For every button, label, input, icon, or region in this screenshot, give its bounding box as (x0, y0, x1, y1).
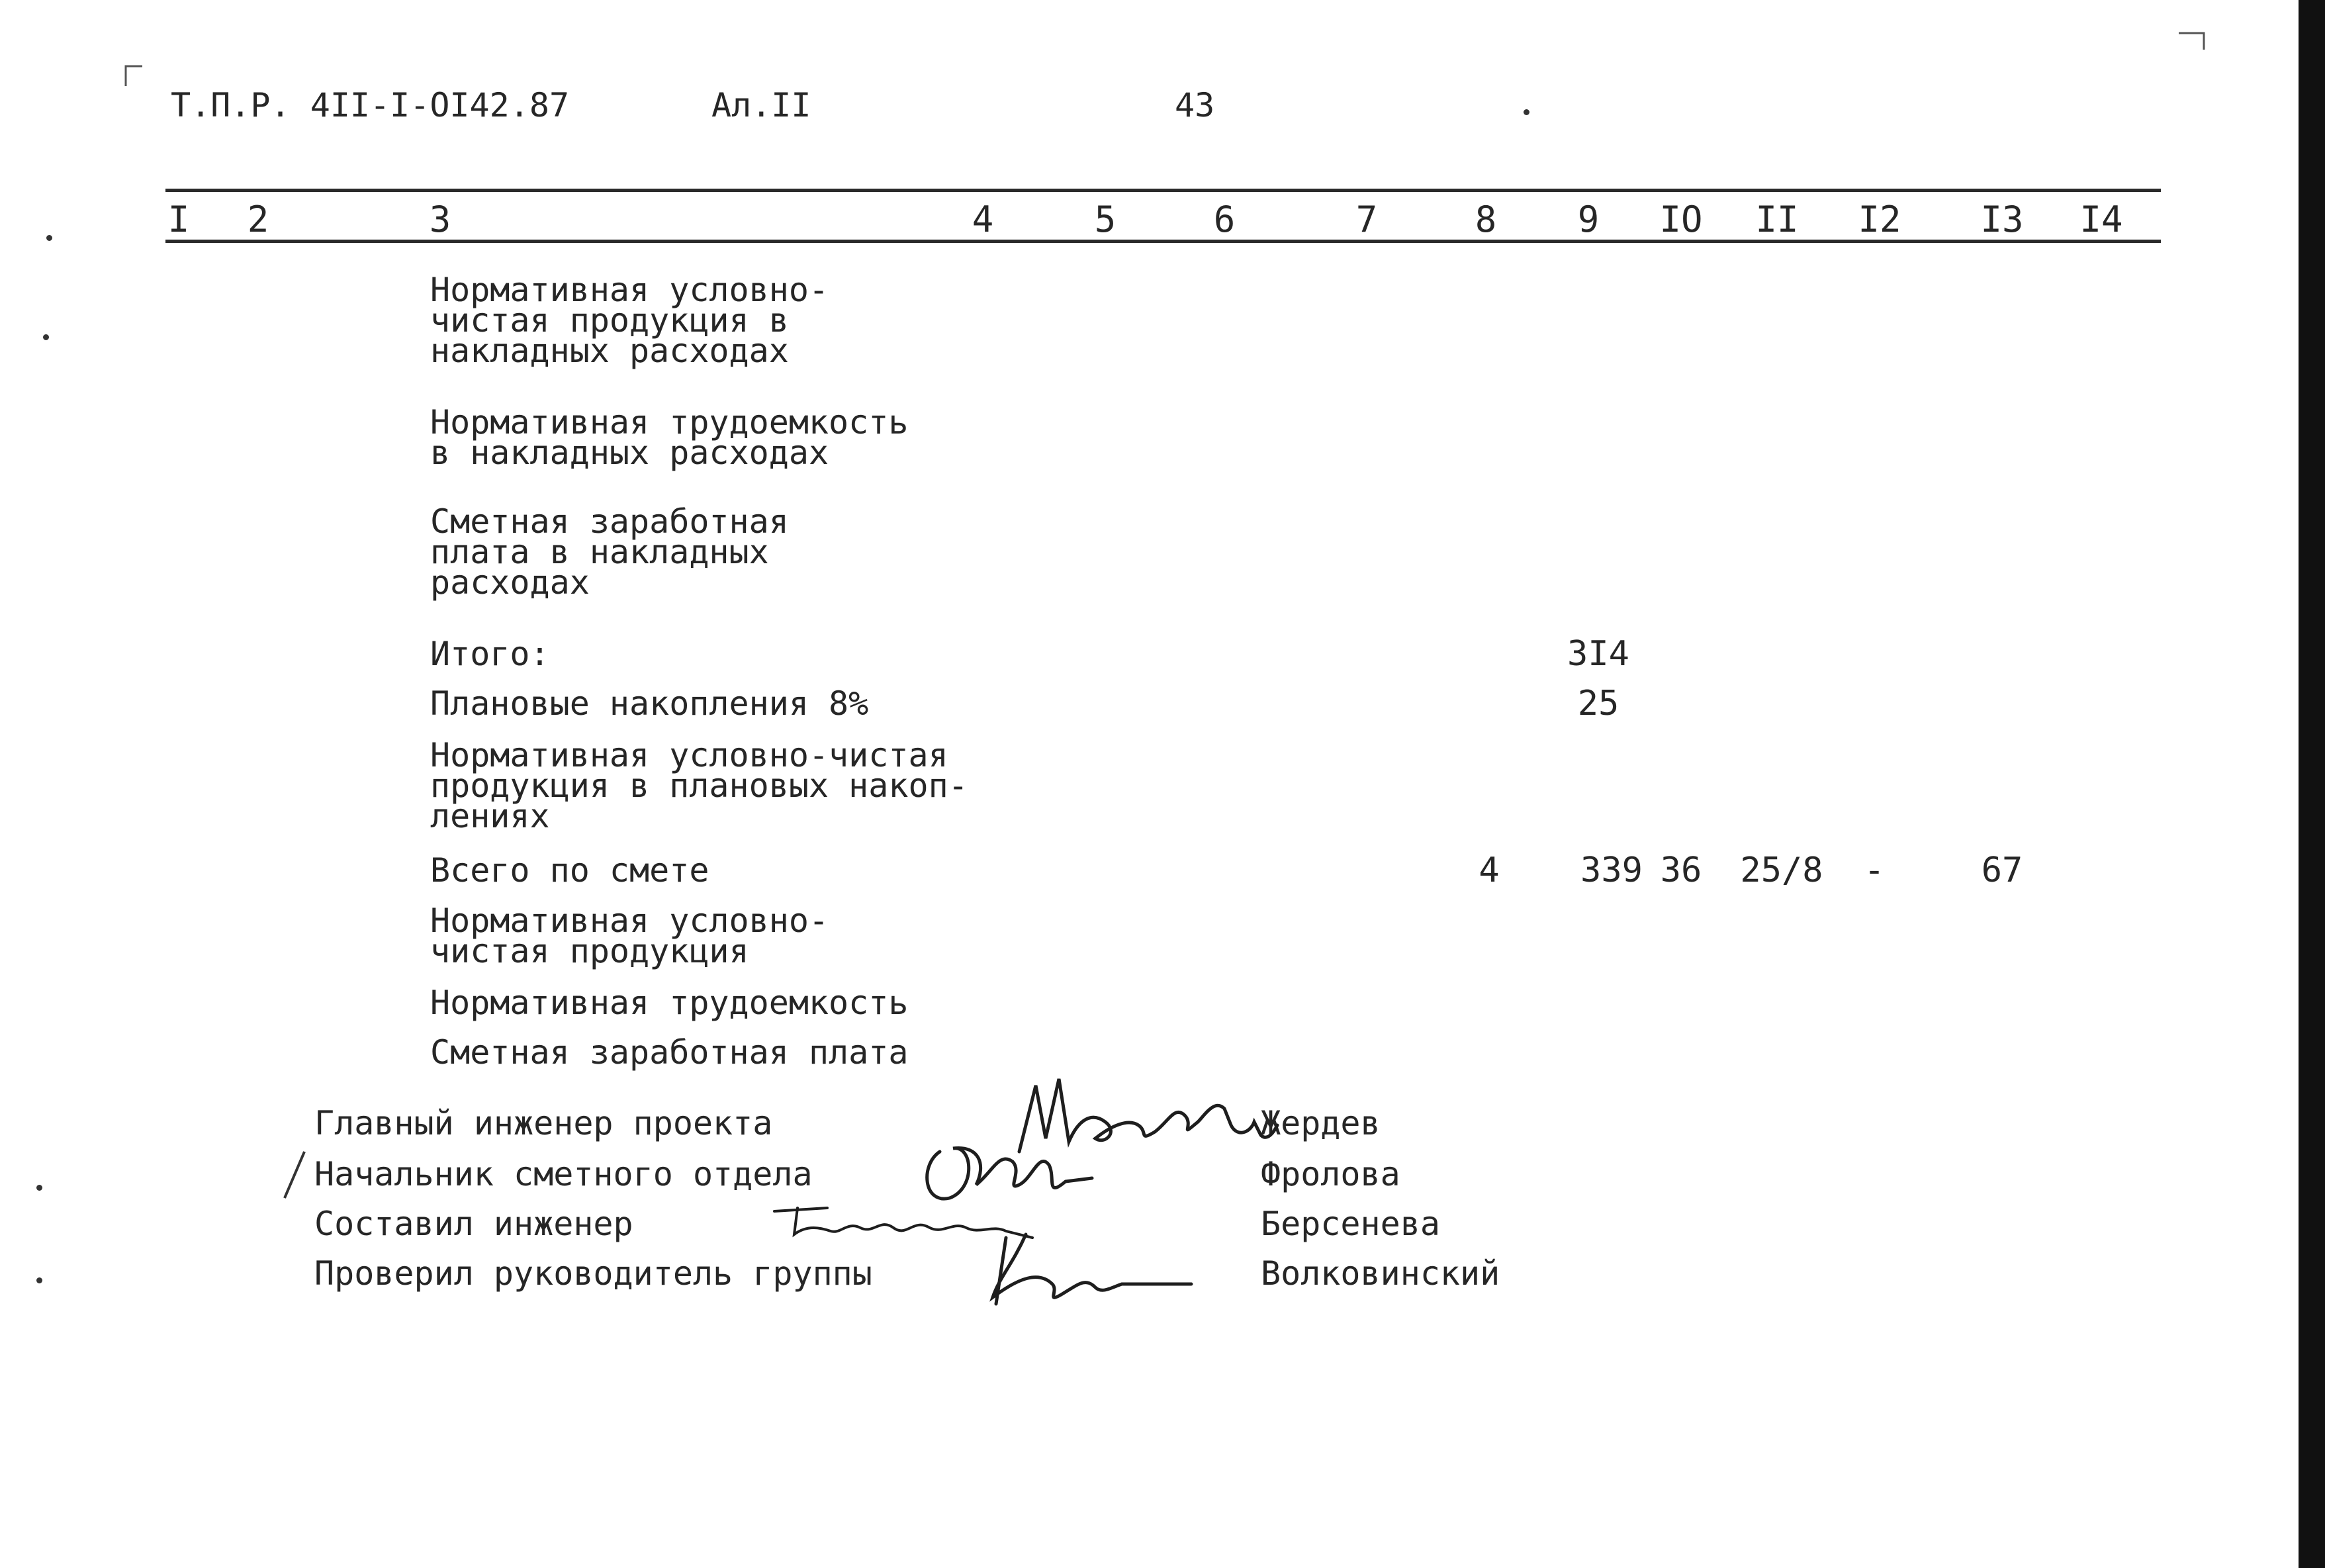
signature-role: Главный инженер проекта (314, 1104, 773, 1142)
table-cell-grand-total-c11: 25/8 (1740, 851, 1823, 890)
column-number: I2 (1858, 199, 1901, 240)
album-label: Ал.II (711, 86, 811, 124)
column-number: 8 (1475, 199, 1497, 240)
document-code: Т.П.Р. 4II-I-OI42.87 (171, 86, 570, 124)
column-number: 7 (1355, 199, 1378, 240)
table-cell-grand-total-c12: - (1864, 851, 1885, 890)
table-cell-total: 3I4 (1567, 634, 1629, 674)
table-row: Плановые накопления 8% (430, 684, 869, 723)
signature-name: Фролова (1261, 1155, 1400, 1193)
table-top-rule (165, 189, 2161, 192)
table-cell-grand-total-c9: 339 (1580, 851, 1643, 890)
table-cell-planned-savings: 25 (1577, 684, 1619, 723)
page-number: 43 (1175, 86, 1215, 124)
table-row: Нормативная трудоемкость (430, 984, 909, 1022)
column-number: 5 (1094, 199, 1117, 240)
table-row: Сметная заработная плата (430, 1033, 909, 1072)
table-row: Нормативная условно- чистая продукция в накладных расходах (430, 271, 829, 370)
handwritten-signature-volkovinsky (980, 1224, 1218, 1317)
column-number: IO (1659, 199, 1703, 240)
table-cell-grand-total-c10: 36 (1660, 851, 1702, 890)
signature-name: Берсенева (1261, 1205, 1440, 1243)
scan-speck (36, 1185, 42, 1191)
scan-speck (43, 334, 49, 340)
table-row: Нормативная трудоемкость в накладных расходах (430, 403, 909, 472)
column-number: I (167, 199, 190, 240)
table-row: Сметная заработная плата в накладных расходах (430, 502, 789, 602)
column-number: I4 (2079, 199, 2123, 240)
signature-role: Составил инженер (314, 1205, 633, 1243)
column-number: II (1755, 199, 1799, 240)
signature-name: Жердев (1261, 1104, 1381, 1142)
signature-role: Начальник сметного отдела (314, 1155, 813, 1193)
scan-speck (46, 235, 52, 241)
scan-speck (1524, 109, 1529, 115)
table-row: Нормативная условно- чистая продукция (430, 901, 829, 970)
column-number: 3 (429, 199, 451, 240)
column-number: 6 (1213, 199, 1236, 240)
table-row: Итого: (430, 635, 550, 673)
scan-corner-mark (2177, 30, 2211, 56)
column-number: I3 (1980, 199, 2024, 240)
table-row: Всего по смете (430, 851, 709, 890)
table-row: Нормативная условно-чистая продукция в плановых накоп- лениях (430, 736, 968, 835)
column-number: 2 (247, 199, 269, 240)
scan-stroke (278, 1148, 311, 1201)
scan-edge-bar (2299, 0, 2325, 1568)
table-cell-grand-total-c8: 4 (1479, 851, 1500, 890)
signature-role: Проверил руководитель группы (314, 1254, 872, 1293)
signature-name: Волковинский (1261, 1254, 1500, 1293)
scan-corner-mark (122, 63, 149, 89)
column-number: 9 (1577, 199, 1600, 240)
table-cell-grand-total-c13: 67 (1981, 851, 2023, 890)
scan-speck (36, 1277, 42, 1283)
column-number: 4 (972, 199, 994, 240)
